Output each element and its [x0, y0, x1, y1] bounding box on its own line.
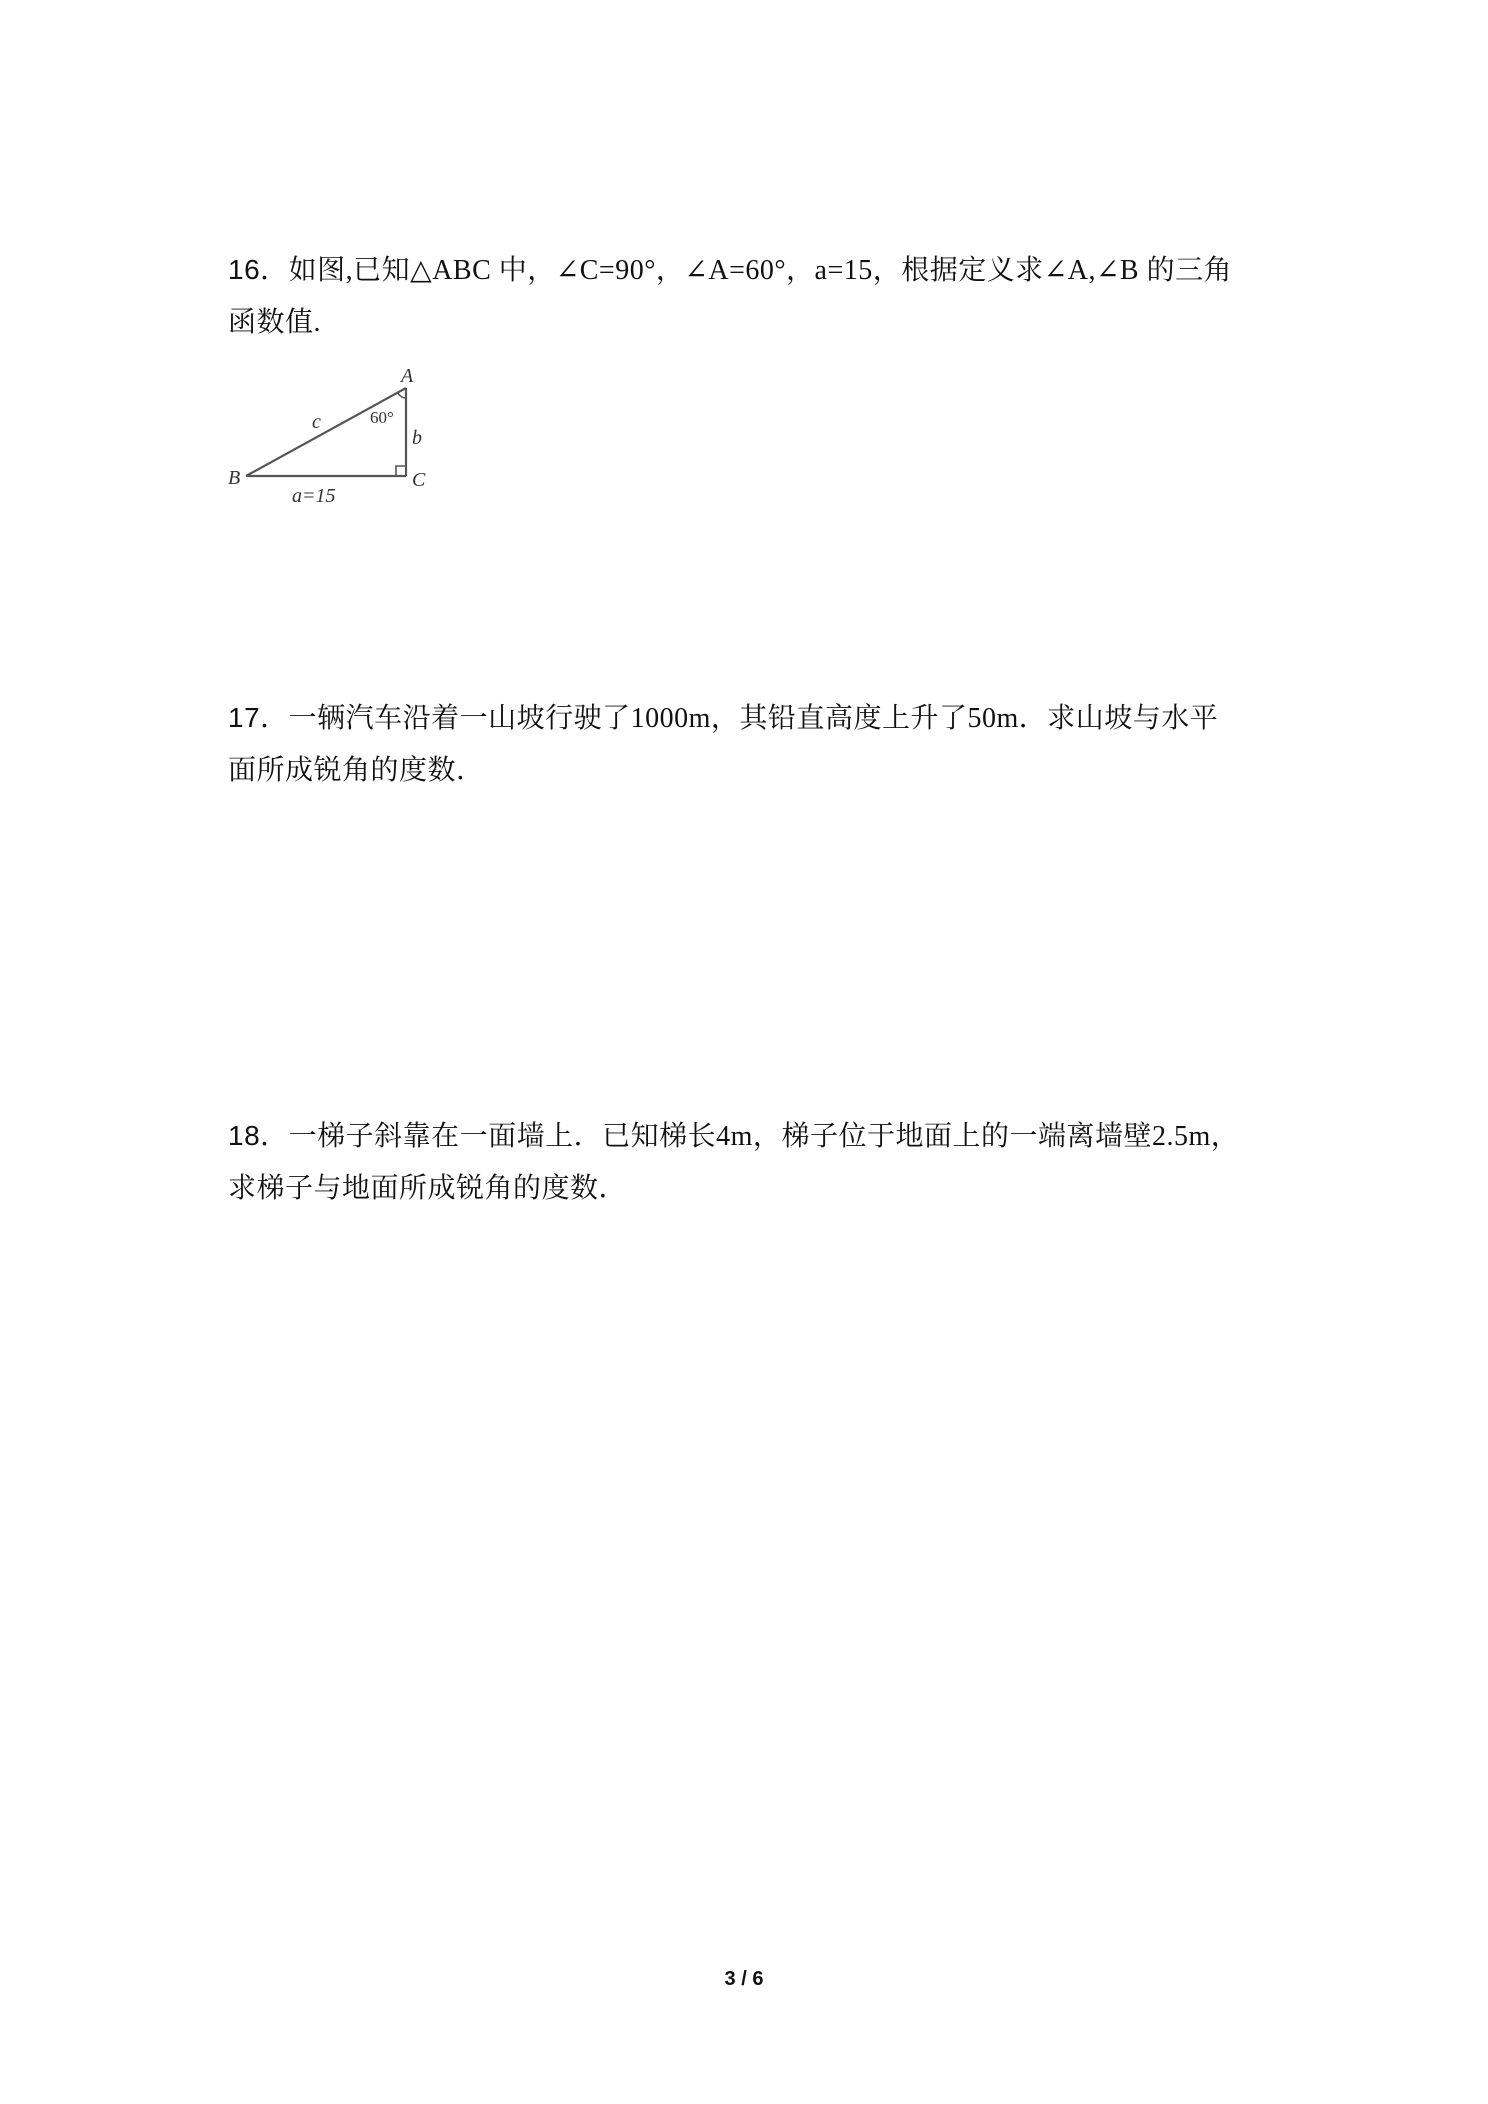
- page-number: 3 / 6: [724, 1968, 764, 1990]
- vertex-b-label: B: [228, 467, 241, 489]
- side-a-label: a=15: [292, 485, 336, 507]
- problem-17-line-1: [228, 692, 1268, 745]
- angle-a-label: 60°: [370, 408, 394, 427]
- vertex-a-label: A: [401, 365, 414, 387]
- vertex-c-label: C: [412, 469, 426, 491]
- problem-16-line-2: 函数值.: [228, 307, 322, 338]
- problem-16-line-1: [228, 244, 1268, 297]
- problem-16: [228, 244, 1268, 349]
- side-c-label: c: [312, 411, 321, 433]
- side-b-label: b: [412, 427, 422, 449]
- side-c-line: [246, 388, 406, 476]
- problem-17-line-2: 面所成锐角的度数．: [228, 755, 485, 786]
- triangle-figure: [226, 362, 448, 510]
- angle-a-arc: [398, 393, 406, 398]
- problem-17-text: 一辆汽车沿着一山坡行驶了1000m，其铅直高度上升了50m．求山坡与水平: [288, 703, 1219, 734]
- problem-17: [228, 692, 1268, 797]
- problem-18-line-1: [228, 1110, 1268, 1163]
- problem-18-line-2: 求梯子与地面所成锐角的度数．: [228, 1173, 628, 1204]
- problem-16-text: 如图,已知△ABC 中，∠C=90°，∠A=60°，a=15，根据定义求∠A,∠B 的三角: [288, 255, 1233, 286]
- problem-17-number: 17．: [228, 702, 289, 733]
- problem-18-number: 18．: [228, 1120, 289, 1151]
- problem-16-number: 16．: [228, 254, 289, 285]
- problem-18-text: 一梯子斜靠在一面墙上．已知梯长4m，梯子位于地面上的一端离墙壁2.5m，: [288, 1121, 1240, 1152]
- right-triangle-diagram: [226, 362, 448, 510]
- problem-18: [228, 1110, 1268, 1215]
- right-angle-marker: [396, 466, 406, 476]
